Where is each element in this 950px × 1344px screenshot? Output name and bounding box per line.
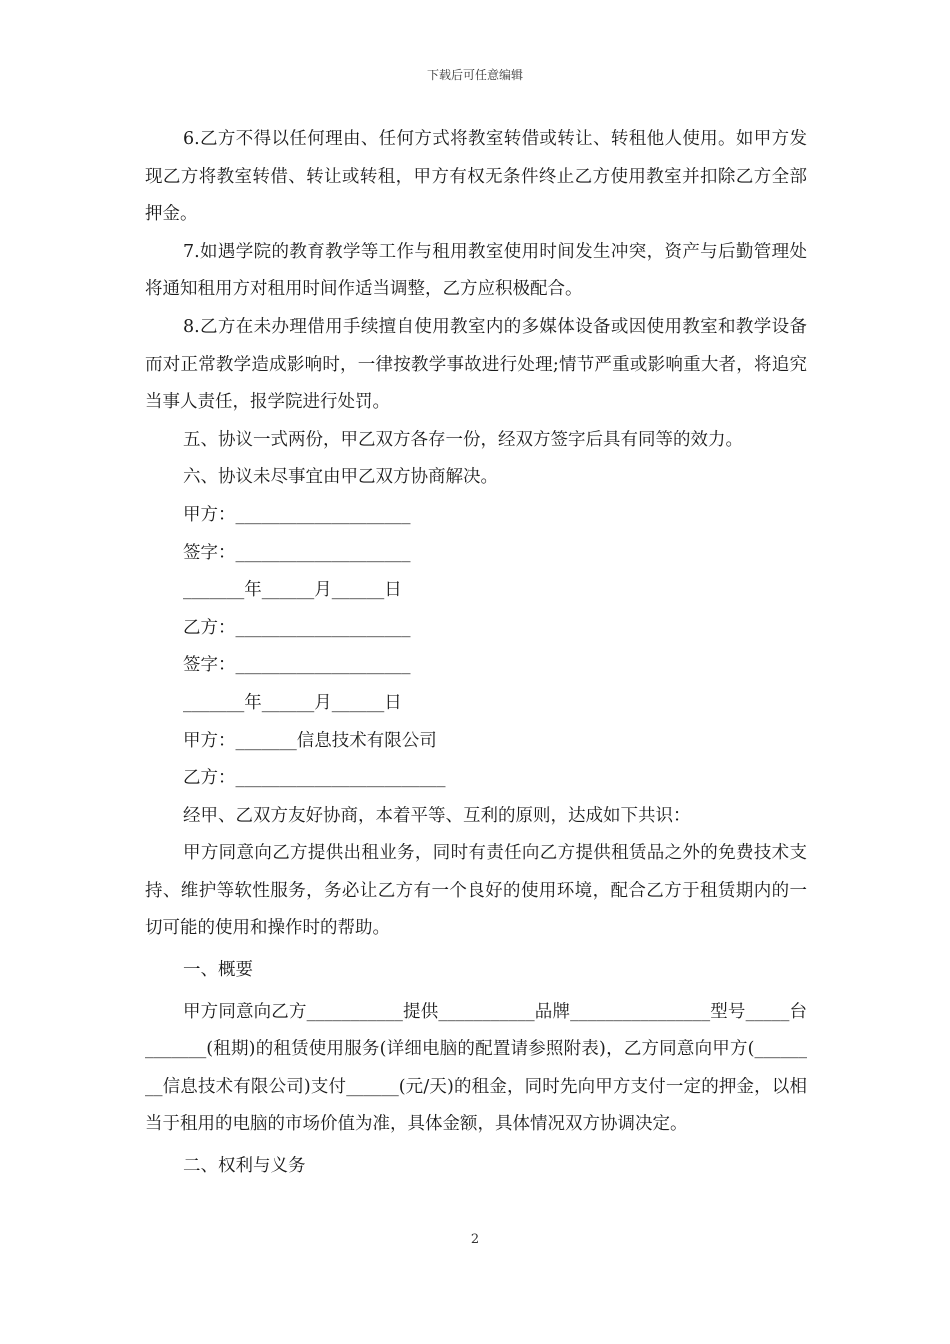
party-a-signature-line: 甲方：____________________ xyxy=(183,504,411,525)
consensus-paragraph: 经甲、乙双方友好协商，本着平等、互利的原则，达成如下共识： xyxy=(183,805,691,826)
party-b-date-line: _______年______月______日 xyxy=(183,692,402,713)
clause-6: 6.乙方不得以任何理由、任何方式将教室转借或转让、转租他人使用。如甲方发现乙方将教室转借、转让或转租，甲方有权无条件终止乙方使用教室并扣除乙方全部押金。 xyxy=(145,129,807,225)
page-number: 2 xyxy=(470,1232,480,1247)
party-b-sign-line: 签字：____________________ xyxy=(183,655,411,676)
section-one-body: 甲方同意向乙方___________提供___________品牌________________型号_____台_______(租期)的租赁使用服务(详细电脑的配置请参照附表)，乙方同意向甲方(________信息技术有限公司)支付______(元/天)的租金，同时先向甲方支付一定的押金，以相当于租用的电脑的市场价值为准，具体金额，具体情况双方协调决定。 xyxy=(145,1001,807,1135)
section-two-title: 二、权利与义务 xyxy=(183,1156,306,1177)
page-header-note: 下载后可任意编辑 xyxy=(426,68,523,82)
clause-8: 8.乙方在未办理借用手续擅自使用教室内的多媒体设备或因使用教室和教学设备而对正常教学造成影响时，一律按教学事故进行处理;情节严重或影响重大者，将追究当事人责任，报学院进行处罚。 xyxy=(145,316,807,413)
second-party-a-line: 甲方：_______信息技术有限公司 xyxy=(183,730,437,751)
section-five: 五、协议一式两份，甲乙双方各存一份，经双方签字后具有同等的效力。 xyxy=(183,429,743,450)
section-six: 六、协议未尽事宜由甲乙双方协商解决。 xyxy=(183,467,498,488)
party-a-date-line: _______年______月______日 xyxy=(183,580,402,601)
party-a-sign-line: 签字：____________________ xyxy=(183,542,411,563)
section-one-title: 一、概要 xyxy=(183,960,253,981)
clause-7: 7.如遇学院的教育教学等工作与租用教室使用时间发生冲突，资产与后勤管理处将通知租用方对租用时间作适当调整，乙方应积极配合。 xyxy=(145,241,807,300)
second-party-b-line: 乙方：________________________ xyxy=(183,768,446,789)
party-b-signature-line: 乙方：____________________ xyxy=(183,617,411,638)
document-body xyxy=(145,121,807,1186)
agreement-paragraph: 甲方同意向乙方提供出租业务，同时有责任向乙方提供租赁品之外的免费技术支持、维护等软性服务，务必让乙方有一个良好的使用环境，配合乙方于租赁期内的一切可能的使用和操作时的帮助。 xyxy=(145,843,807,939)
